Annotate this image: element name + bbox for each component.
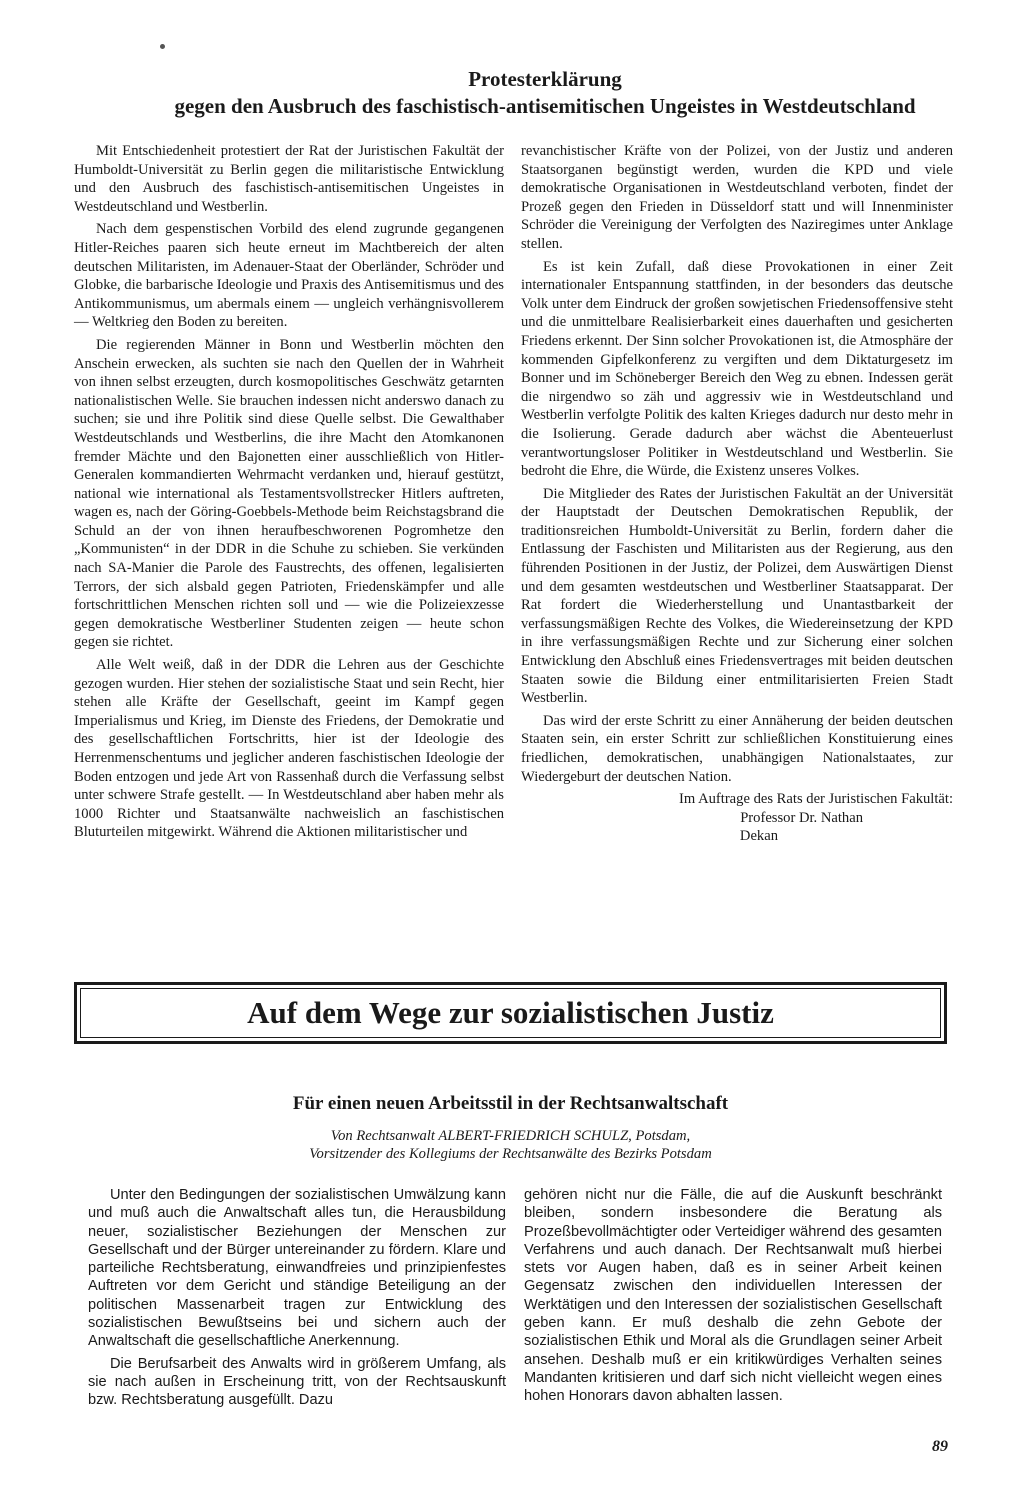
paragraph: Das wird der erste Schritt zu einer Annäherung der beiden deutschen Staaten sein, ein erster Schritt zur schließlichen Konstituierung eines friedlichen, demokratischen, unabhängigen Nationalstaates, zur Wiedergeburt der deutschen Nation. xyxy=(521,712,953,785)
protest-title-line1: Protesterklärung xyxy=(468,67,622,91)
section-banner xyxy=(74,982,947,1044)
paragraph: Es ist kein Zufall, daß diese Provokationen in einer Zeit internationaler Entspannung stattfinden, in der besonders das deutsche Volk unter dem Eindruck der großen sowjetischen Friedensoffensive steht und die unmittelbare Realisierbarkeit eines dauerhaften und gesicherten Friedens erkennt. Der Sinn solcher Provokationen ist, die Atmosphäre der kommenden Gipfelkonferenz zu vergiften und dem Diktaturgesetz im Bonner und im Schöneberger Bereich den Weg zu ebnen. Indessen gerät die nirgendwo so zäh und aggressiv wie in Westdeutschland und Westberlin verfolgte Politik des kalten Krieges dadurch nur desto mehr in die Isolierung. Gerade dadurch aber wächst die Abenteuerlust verantwortungsloser Politiker in Westdeutschland und Westberlin. Sie bedroht die Ehre, die Würde, die Existenz unseres Volkes. xyxy=(521,258,953,480)
paragraph: Unter den Bedingungen der sozialistischen Umwälzung kann und muß auch die Anwaltschaft alles tun, die Herausbildung neuer, sozialistischer Beziehungen der Menschen zur Gesellschaft und der Bürger untereinander zu fördern. Klare und parteiliche Rechtsberatung, einwandfreies und prinzipienfestes Auftreten vor dem Gericht und ständige Beteiligung an der politischen Massenarbeit tragen zur Entwicklung des sozialistischen Bewußtseins bei und sichern auch der Anwaltschaft die gesellschaftliche Anerkennung. xyxy=(88,1187,506,1350)
stray-dot xyxy=(160,44,165,49)
byline-line2: Vorsitzender des Kollegiums der Rechtsanwälte des Bezirks Potsdam xyxy=(309,1146,712,1162)
signature-line2: Professor Dr. Nathan xyxy=(740,809,863,826)
paragraph: Mit Entschiedenheit protestiert der Rat der Juristischen Fakultät der Humboldt-Universität zu Berlin gegen die militaristische Entwicklung und den Ausbruch des faschistisch-antisemitischen Ungeistes in Westdeutschland und Westberlin. xyxy=(74,143,504,215)
protest-column-left xyxy=(74,142,504,842)
paragraph: Alle Welt weiß, daß in der DDR die Lehren aus der Geschichte gezogen wurden. Hier stehen der sozialistische Staat und sein Recht, hier stehen alle Kräfte der Gesellschaft, geeint im Kampf gegen Imperialismus und Krieg, im Dienste des Friedens, der Demokratie und des gesellschaftlichen Fortschritts, hier ist der Ideologie des Herrenmenschentums und jeglicher anderen faschistischen Ideologie der Boden entzogen und jede Art von Rassenhaß durch die Verfassung selbst unter schwere Strafe gestellt. — In Westdeutschland aber haben mehr als 1000 Richter und Staatsanwälte nachweislich an faschistischen Bluturteilen mitgewirkt. Während die Aktionen militaristischer und xyxy=(74,657,504,841)
protest-title-line2: gegen den Ausbruch des faschistisch-antisemitischen Ungeistes in Westdeutschland xyxy=(174,94,916,118)
paragraph: Die Berufsarbeit des Anwalts wird in größerem Umfang, als sie nach außen in Erscheinung tritt, von der Rechtsauskunft bzw. Rechtsberatung ausgefüllt. Dazu xyxy=(88,1355,506,1409)
section-banner-title: Auf dem Wege zur sozialistischen Justiz xyxy=(247,995,774,1030)
protest-column-right xyxy=(521,142,953,846)
article-column-right xyxy=(524,1186,942,1406)
byline-line1: Von Rechtsanwalt ALBERT-FRIEDRICH SCHULZ, Potsdam, xyxy=(330,1128,691,1144)
paragraph: gehören nicht nur die Fälle, die auf die Auskunft beschränkt bleiben, sondern insbesondere die Beratung als Prozeßbevollmächtigter oder Verteidiger während des gesamten Verfahrens und auch danach. Der Rechtsanwalt muß hierbei stets vor Augen haben, daß es in seiner Arbeit keinen Gegensatz zwischen den individuellen Interessen der Werktätigen und den Interessen der sozialistischen Gesellschaft geben kann. Er muß deshalb die zehn Gebote der sozialistischen Ethik und Moral als die Grundlagen seiner Arbeit ansehen. Deshalb muß er ein kritikwürdiges Verhalten seines Mandanten kritisieren und darf sich nicht vielleicht wegen eines hohen Honorars davon abhalten lassen. xyxy=(524,1187,942,1405)
paragraph: Nach dem gespenstischen Vorbild des elend zugrunde gegangenen Hitler-Reiches paaren sich heute erneut im Machtbereich der alten deutschen Militaristen, im Adenauer-Staat der Oberländer, Schröder und Globke, die barbarische Ideologie und Praxis des Antisemitismus und des Antikommunismus, um abermals einem — ungleich verhängnisvollerem — Weltkrieg den Boden zu bereiten. xyxy=(74,221,504,331)
article-title: Für einen neuen Arbeitsstil in der Rechtsanwaltschaft xyxy=(292,1093,729,1114)
signature-block xyxy=(521,790,953,846)
page-number: 89 xyxy=(932,1438,948,1455)
signature-line1: Im Auftrage des Rats der Juristischen Fakultät: xyxy=(679,791,953,808)
paragraph: Die regierenden Männer in Bonn und Westberlin möchten den Anschein erwecken, als suchten sie nach den Quellen der in Wahrheit von ihnen selbst erzeugten, durch kosmopolitisches Geschwätz getarnten nationalistischen Welle. Sie brauchen indessen nicht anderswo danach zu suchen; sie und ihre Politik sind diese Quelle selbst. Die Gewalthaber Westdeutschlands und Westberlins, die ihre Macht den Atomkanonen fremder Mächte und den Bajonetten einer ausschließlich von Hitler-Generalen kommandierten Wehrmacht verdanken und, hierauf gestützt, national wie international als Testamentsvollstrecker Hitlers auftreten, wagen es, nach der Göring-Goebbels-Methode beim Reichstagsbrand die Schuld an der von ihnen heraufbeschworenen Pogromhetze den „Kommunisten“ in der DDR in die Schuhe zu schieben. Sie verkünden nach SA-Manier die Parole des Faustrechts, des offenen, legalisierten Terrors, der sich alsbald gegen Patrioten, Friedenskämpfer und alle fortschrittlichen Menschen richten soll und — wie die Polizeiexzesse gegen demokratische Westberliner Studenten zeigen — heute schon gegen sie richtet. xyxy=(74,336,504,651)
protest-title xyxy=(80,66,1010,120)
signature-line3: Dekan xyxy=(739,828,778,845)
paragraph: revanchistischer Kräfte von der Polizei, von der Justiz und anderen Staatsorganen begünstigt werden, wurden die KPD und viele demokratische Organisationen in Westdeutschland verboten, findet der Prozeß gegen den Frieden in Düsseldorf statt und will Innenminister Schröder die Vereinigung der Verfolgten des Naziregimes unter Anklage stellen. xyxy=(521,143,953,252)
paragraph: Die Mitglieder des Rates der Juristischen Fakultät an der Universität der Hauptstadt der Deutschen Demokratischen Republik, der traditionsreichen Humboldt-Universität zu Berlin, fordern daher die Entlassung der Faschisten und Militaristen aus der Regierung, aus den führenden Positionen in der Justiz, der Polizei, dem Auswärtigen Dienst und dem gesamten westdeutschen und Westberliner Staatsapparat. Der Rat fordert die Wiederherstellung und Unantastbarkeit der verfassungsmäßigen Rechte des Volkes, die Wiedereinsetzung der KPD in ihre verfassungsmäßigen Rechte und zur Sicherung einer solchen Entwicklung den Abschluß eines Friedensvertrages mit beiden deutschen Staaten sowie die Bildung einer entmilitarisierten Freien Stadt Westberlin. xyxy=(521,485,953,707)
article-byline xyxy=(74,1127,947,1163)
article-column-left xyxy=(88,1186,506,1410)
